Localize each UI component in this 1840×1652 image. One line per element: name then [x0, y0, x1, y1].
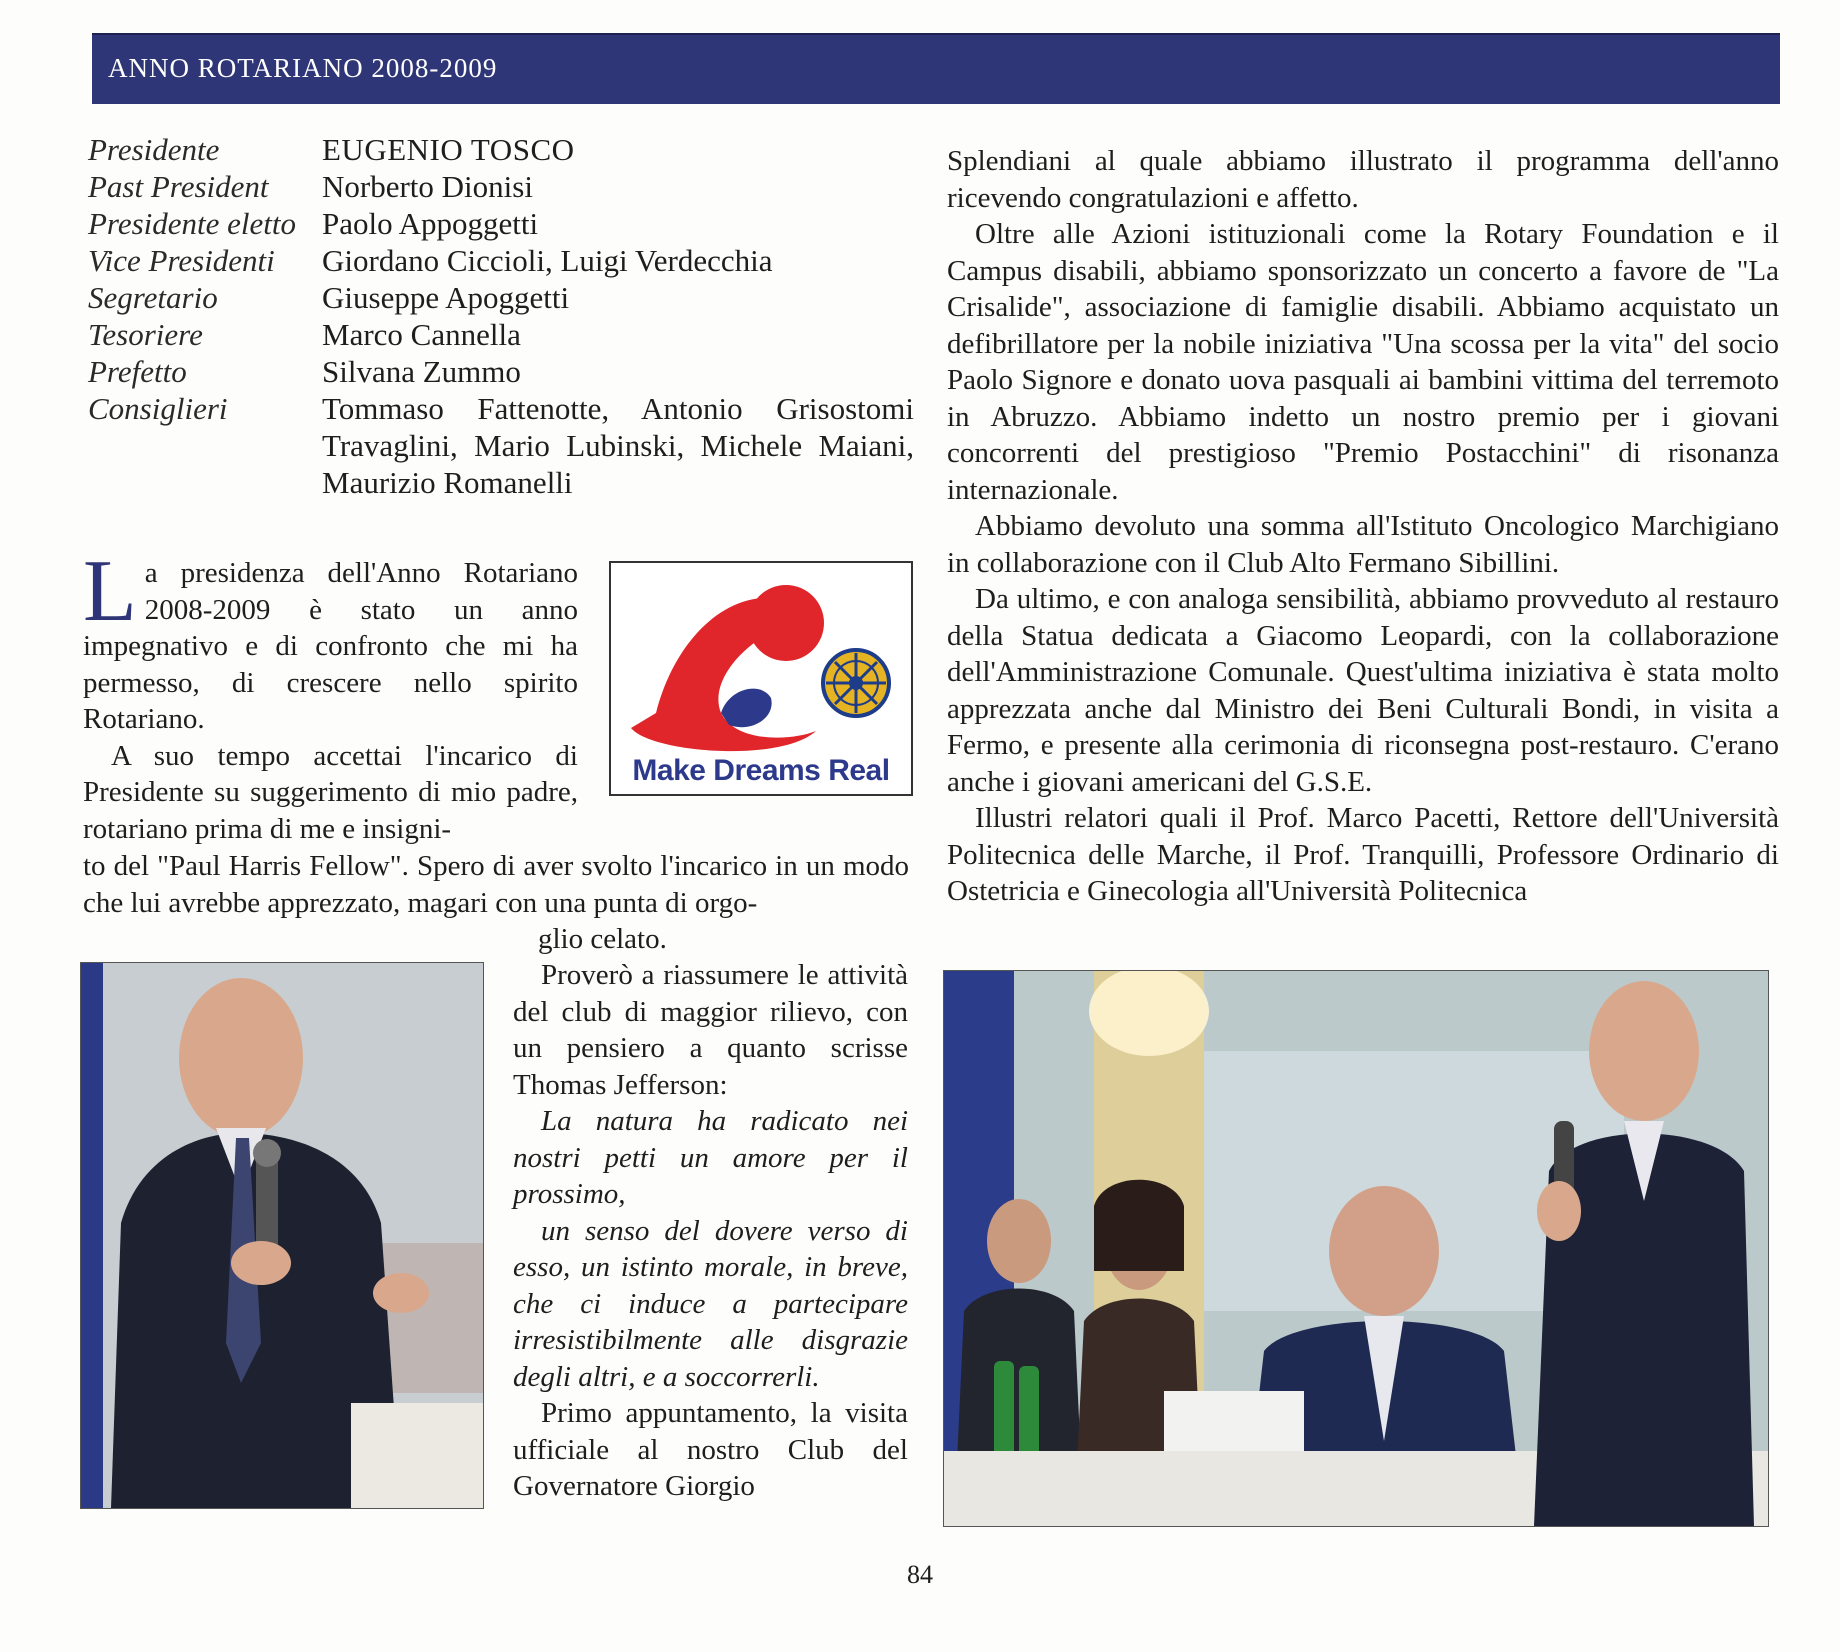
- officer-row: [88, 279, 914, 316]
- paragraph: Splendiani al quale abbiamo illustrato il programma dell'anno ricevendo congratulazioni e affetto.: [947, 145, 1779, 214]
- middle-column-text: [513, 957, 908, 1505]
- intro-text: a presidenza dell'Anno Rotariano 2008-2009 è stato un anno impegnativo e di confronto che mi ha permesso, di crescere nello spirito Rotariano.: [83, 557, 578, 735]
- officer-row: [88, 168, 914, 205]
- officer-role: Consiglieri: [88, 391, 228, 426]
- intro-paragraph: [83, 543, 578, 738]
- logo-blue-shape: [721, 689, 772, 728]
- paragraph: Oltre alle Azioni istituzionali come la Rotary Foundation e il Campus disabili, abbiamo sponsorizzato un concerto a favore de "La Crisalide", associazione di famiglie disabili. Abbiamo acquistato un defibrillatore per la nobile iniziativa "Una scossa per la vita" del socio Paolo Signore e donato uova pasquali ai bambini vittima del terremoto in Abruzzo. Abbiamo indetto un nostro premio per i giovani concorrenti del prestigioso "Premio Postacchini" di risonanza internazionale.: [947, 218, 1779, 506]
- rotary-wheel-icon: [823, 650, 889, 716]
- officer-role: Vice Presidenti: [88, 243, 275, 278]
- officer-name: EUGENIO TOSCO: [322, 132, 575, 167]
- paragraph: Primo appuntamento, la visita ufficiale al nostro Club del Governatore Giorgio: [513, 1397, 908, 1502]
- logo-caption: Make Dreams Real: [632, 754, 890, 787]
- section-title: ANNO ROTARIANO 2008-2009: [108, 53, 498, 83]
- officer-name: Paolo Appoggetti: [322, 206, 539, 241]
- intro-tail: [538, 921, 908, 958]
- officer-name: Giuseppe Apoggetti: [322, 280, 570, 315]
- paragraph: Da ultimo, e con analoga sensibilità, abbiamo provveduto al restauro della Statua dedicata a Giacomo Leopardi, con la collaborazione dell'Amministrazione Comunale. Quest'ultima iniziativa è stata molto apprezzata anche dal Ministro dei Beni Culturali Bondi, in visita a Fermo, e presente alla cerimonia di riconsegna post-restauro. C'erano anche i giovani americani del G.S.E.: [947, 583, 1779, 798]
- officer-role: Past President: [88, 169, 269, 204]
- paragraph: Proverò a riassumere le attività del club di maggior rilievo, con un pensiero a quanto scrisse Thomas Jefferson:: [513, 959, 908, 1101]
- paragraph: Illustri relatori quali il Prof. Marco Pacetti, Rettore dell'Università Politecnica delle Marche, il Prof. Tranquilli, Professore Ordinario di Ostetricia e Ginecologia all'Università Politecnica: [947, 802, 1779, 907]
- photo-head-table-speech: [943, 970, 1769, 1527]
- intro-paragraph: A suo tempo accettai l'incarico di Presidente su suggerimento di mio padre, rotariano prima di me e insigni-: [83, 739, 578, 845]
- photo-illustration: [81, 963, 483, 1508]
- officer-name: Marco Cannella: [322, 317, 521, 352]
- officer-role: Tesoriere: [88, 317, 203, 352]
- officer-role: Presidente: [88, 132, 220, 167]
- officers-list: [88, 131, 914, 501]
- officer-row: [88, 353, 914, 390]
- officer-row: [88, 316, 914, 353]
- officer-name: Norberto Dionisi: [322, 169, 533, 204]
- officer-row: [88, 242, 914, 279]
- paragraph: Abbiamo devoluto una somma all'Istituto Oncologico Marchigiano in collaborazione con il Club Alto Fermano Sibillini.: [947, 510, 1779, 579]
- page-number: 84: [907, 1560, 933, 1589]
- intro-paragraph-continued: to del "Paul Harris Fellow". Spero di aver svolto l'incarico in un modo che lui avrebbe apprezzato, magari con una punta di orgo-: [83, 850, 909, 919]
- section-header-bar: [92, 33, 1780, 104]
- intro-continuation: [83, 848, 909, 921]
- intro-paragraph-tail: glio celato.: [538, 923, 667, 955]
- officer-row: [88, 205, 914, 242]
- jefferson-quote: La natura ha radicato nei nostri petti un amore per il prossimo,: [513, 1105, 908, 1210]
- intro-paragraphs: [83, 543, 578, 847]
- officer-role: Prefetto: [88, 354, 187, 389]
- jefferson-quote: un senso del dovere verso di esso, un istinto morale, in breve, che ci induce a partecipare irresistibilmente alle disgrazie degli altri, e a soccorrerli.: [513, 1214, 908, 1393]
- officer-row: [88, 131, 914, 168]
- drop-cap: L: [83, 543, 137, 640]
- officer-role: Presidente eletto: [88, 206, 297, 241]
- photo-president-speaking: [80, 962, 484, 1509]
- officer-row: [88, 390, 914, 501]
- photo-illustration: [944, 971, 1768, 1526]
- officer-role: Segretario: [88, 280, 218, 315]
- officer-name: Silvana Zummo: [322, 354, 521, 389]
- make-dreams-real-logo: [609, 561, 913, 796]
- right-column-text: [947, 143, 1779, 910]
- officer-name: Giordano Ciccioli, Luigi Verdecchia: [322, 243, 773, 278]
- officer-name: Tommaso Fattenotte, Antonio Grisostomi Travaglini, Mario Lubinski, Michele Maiani, Maurizio Romanelli: [322, 391, 914, 500]
